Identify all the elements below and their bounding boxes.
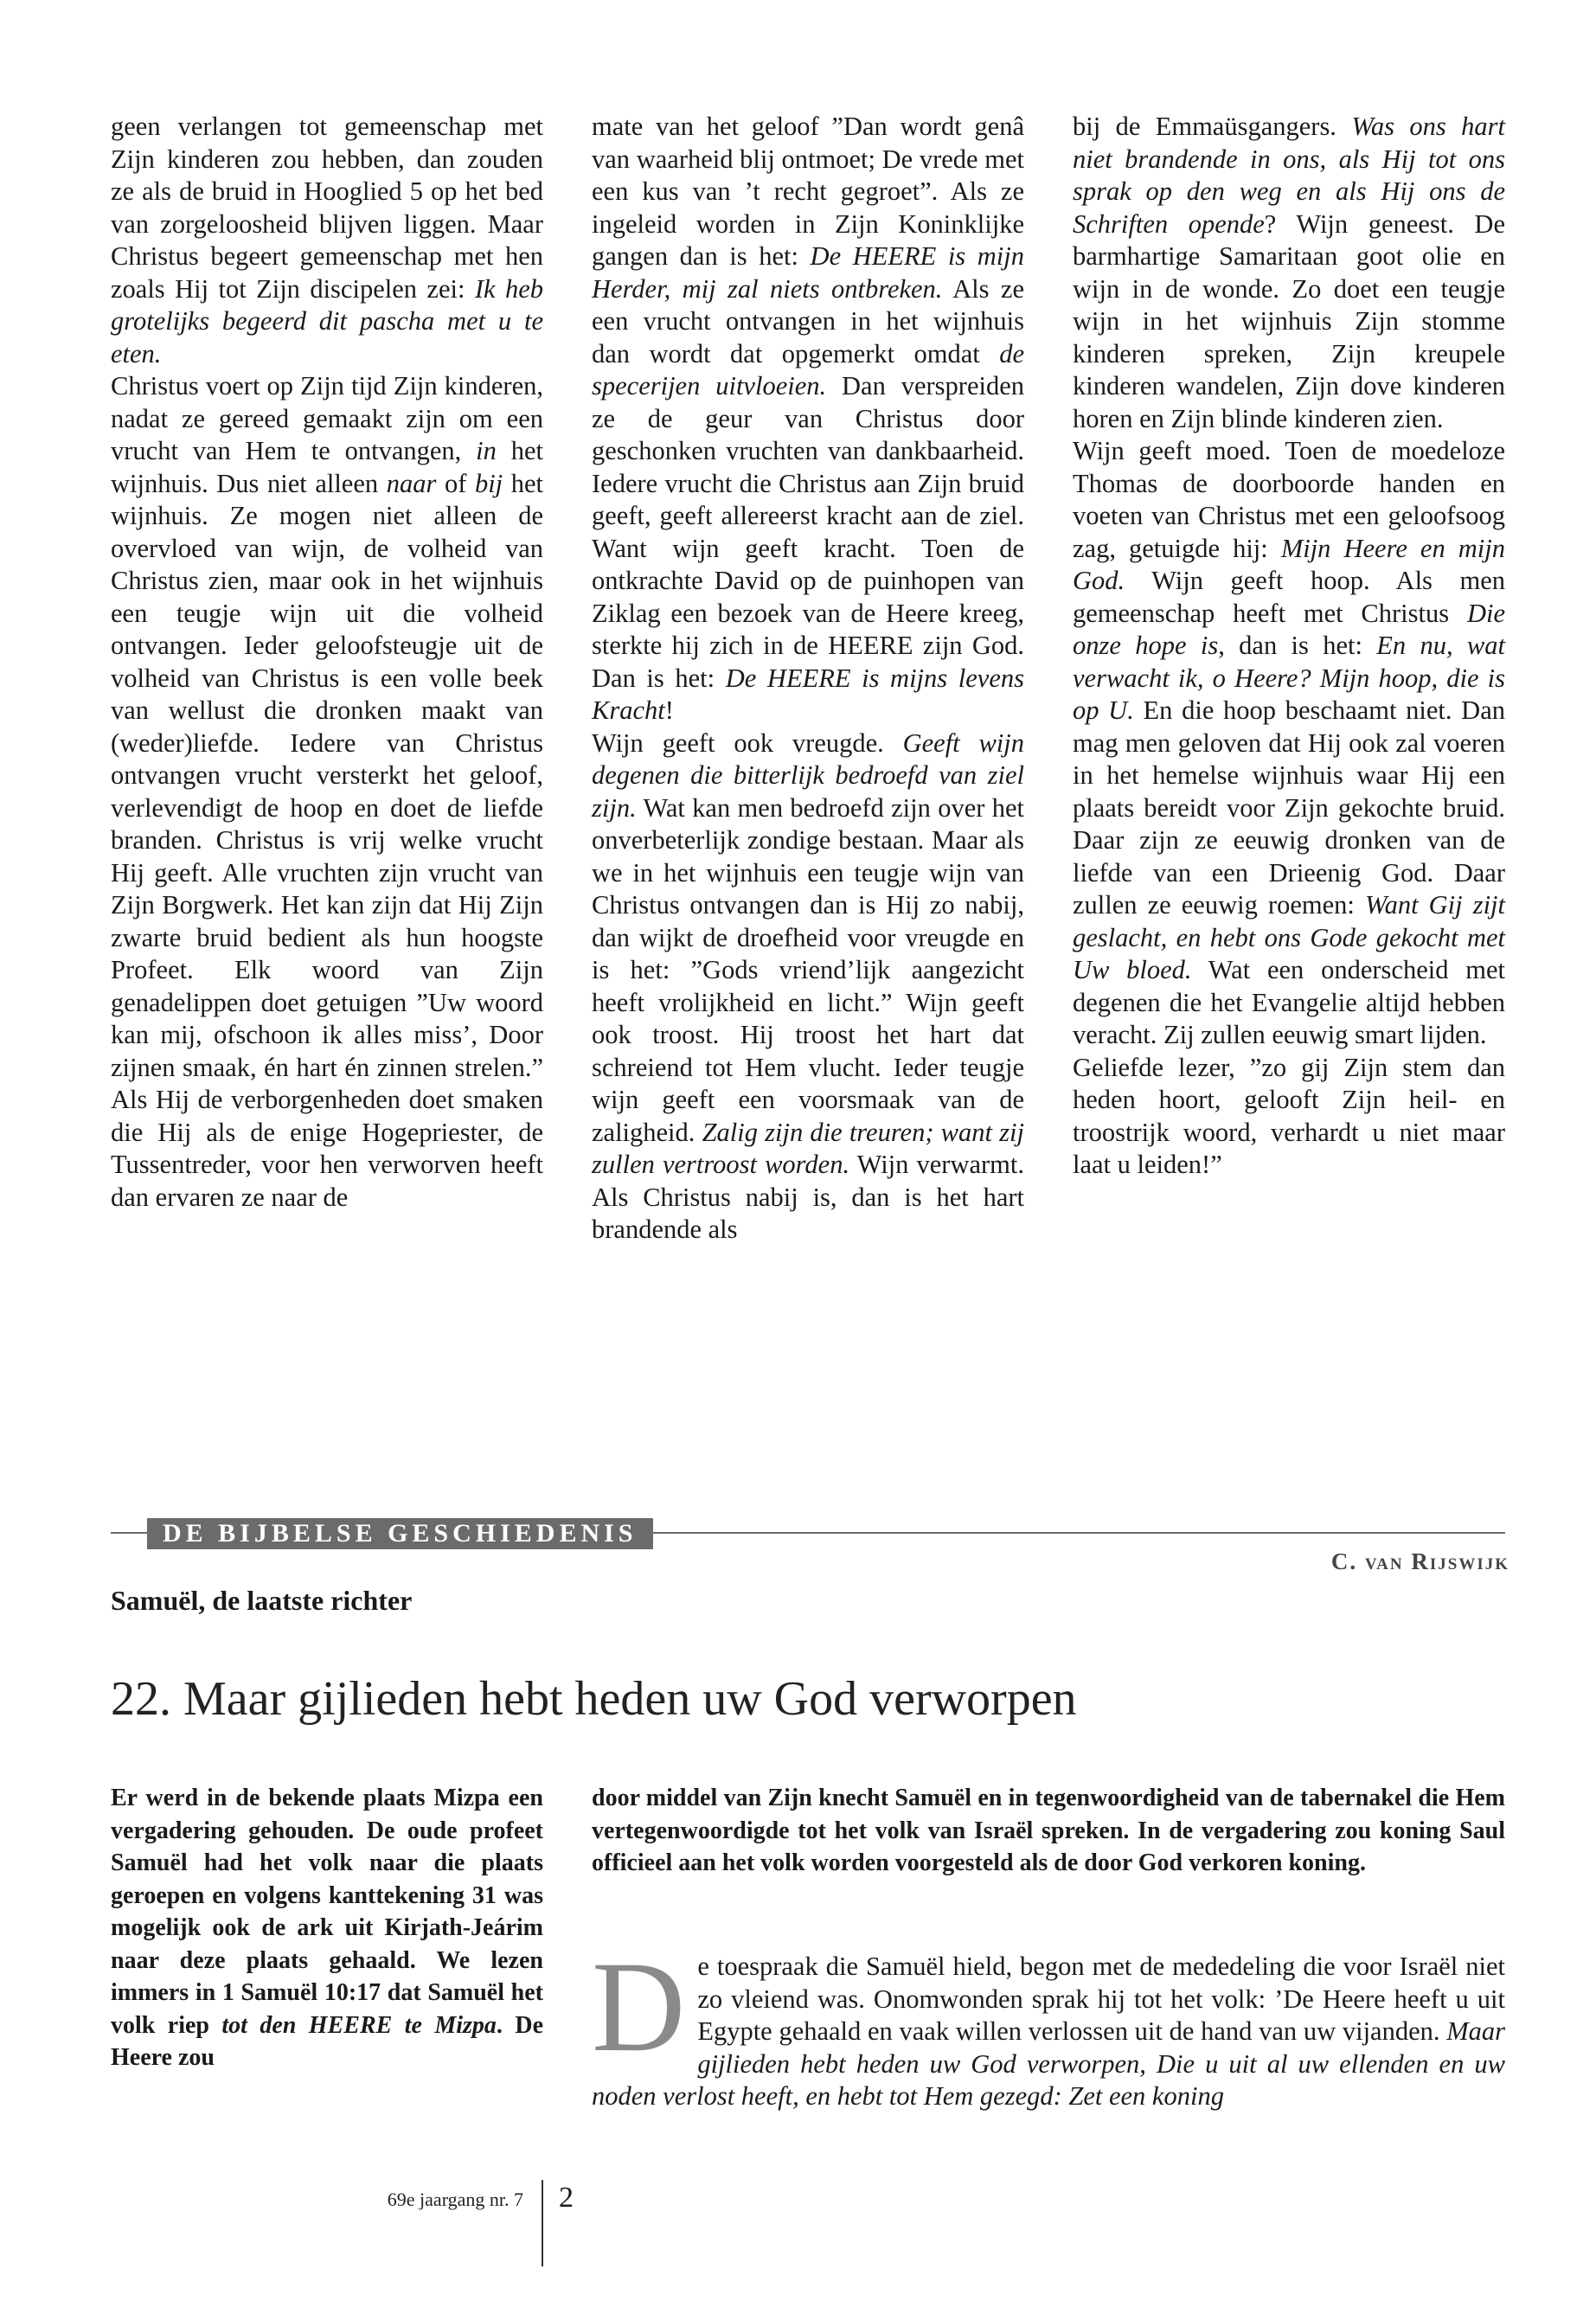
text-run: Geliefde lezer, ”zo gij Zijn stem dan heden hoort, gelooft Zijn heil- en troostrijk woord, verhardt u niet maar laat u leiden!”: [1073, 1052, 1505, 1179]
text-run: En die hoop beschaamt niet. Dan mag men geloven dat Hij ook zal voeren in het hemelse wijnhuis waar Hij een plaats bereidt voor Zijn gekochte bruid. Daar zijn ze eeuwig dronken van de liefde van een Drieenig God. Daar zullen ze eeuwig roemen:: [1073, 695, 1505, 920]
italic-quote: Want Gij zijt geslacht, en hebt ons Gode gekocht met Uw bloed.: [1073, 890, 1505, 984]
text-run: Wijn geeft hoop. Als men gemeenschap heeft met Christus: [1073, 566, 1505, 628]
text-run: het wijnhuis. Dus niet alleen: [111, 436, 543, 498]
italic-quote: En nu, wat verwacht ik, o Heere? Mijn hoop, die is op U.: [1073, 631, 1505, 725]
text-run: bij de Emmaüsgangers.: [1073, 112, 1352, 141]
text-run: Wat een onderscheid met degenen die het Evangelie altijd hebben veracht. Zij zullen eeuwig smart lijden.: [1073, 955, 1505, 1049]
column-paragraph: [111, 111, 543, 370]
column-paragraph: [1073, 111, 1505, 435]
author-name: C. van Rijswijk: [1330, 1548, 1509, 1574]
page-number: 2: [559, 2182, 574, 2214]
text-run: mate van het geloof ”Dan wordt genâ van waarheid blij ontmoet; De vrede met een kus van ’t recht gegroet”. Als ze ingeleid worden in Zijn Koninklijke gangen dan is het:: [592, 112, 1024, 271]
article-title: 22. Maar gijlieden hebt heden uw God verworpen: [111, 1672, 1077, 1726]
body-text: e toespraak die Samuël hield, begon met de mededeling die voor Israël niet zo vleiend was. Onomwonden sprak hij tot het volk: ’De Heere heeft u uit Egypte gehaald en vaak willen verlossen uit de hand van uw vijanden.: [697, 1952, 1505, 2046]
column-paragraph: [111, 370, 543, 1214]
section-header-bar: [111, 1518, 1505, 1548]
text-column-1: [111, 111, 543, 1214]
text-run: ? Wijn geneest. De barmhartige Samaritaan goot olie en wijn in de wonde. Zo doet een teugje wijn in het wijnhuis Zijn stomme kinderen spreken, Zijn kreupele kinderen wandelen, Zijn dove kinderen horen en Zijn blinde kinderen zien.: [1073, 208, 1505, 433]
lead-paragraph-left: [111, 1782, 543, 2074]
text-run: geen verlangen tot gemeenschap met Zijn kinderen zou hebben, dan zouden ze als de bruid in Hooglied 5 op het bed van zorgeloosheid blijven liggen. Maar Christus begeert gemeenschap met hen zoals Hij tot Zijn discipelen zei:: [111, 112, 543, 304]
text-run: , dan is het:: [1218, 631, 1377, 660]
lead-left-italic: tot den HEERE te Mizpa: [221, 2011, 497, 2039]
article-subtitle: Samuël, de laatste richter: [111, 1585, 413, 1616]
issue-label: 69e jaargang nr. 7: [387, 2189, 523, 2210]
italic-quote: De HEERE is mijn Herder, mij zal niets ontbreken.: [592, 241, 1024, 304]
italic-quote: Geeft wijn degenen die bitterlijk bedroefd van ziel zijn.: [592, 727, 1024, 823]
lead-left-text: Er werd in de bekende plaats Mizpa een vergadering gehouden. De oude profeet Samuël had het volk naar die plaats geroepen en volgens kanttekening 31 was mogelijk ook de ark uit Kirjath-Jeárim naar deze plaats gehaald. We lezen immers in 1 Samuël 10:17 dat Samuël het volk riep: [111, 1785, 543, 2039]
text-run: Dan verspreiden ze de geur van Christus door geschonken vruchten van dankbaarheid. Iedere vrucht die Christus aan Zijn bruid geeft, geeft allereerst kracht aan de ziel. Want wijn geeft kracht. Toen de ontkrachte David op de puinhopen van Ziklag een bezoek van de Heere kreeg, sterkte hij zich in de HEERE zijn God. Dan is het:: [592, 371, 1024, 693]
italic-quote: bij: [474, 468, 503, 498]
column-paragraph: [1073, 1052, 1505, 1182]
italic-quote: De HEERE is mijns levens Kracht: [592, 663, 1024, 725]
text-run: Wat kan men bedroefd zijn over het onverbeterlijk zondige bestaan. Maar als we in het wijnhuis een teugje wijn van Christus ontvangen dan is Hij zo nabij, dan wijkt de droefheid voor vreugde en is het: ”Gods vriend’lijk aangezicht heeft vrolijkheid en licht.” Wijn geeft ook troost. Hij troost het hart dat schreiend tot Hem vlucht. Ieder teugje wijn geeft een voorsmaak van de zaligheid.: [592, 792, 1024, 1147]
text-run: !: [664, 695, 674, 725]
italic-quote: Die onze hope is: [1073, 598, 1505, 660]
italic-quote: de specerijen uitvloeien.: [592, 338, 1024, 401]
body-paragraph: [592, 1935, 1505, 2113]
lead-left-end: . De Heere zou: [111, 2011, 543, 2071]
text-column-2: [592, 111, 1024, 1247]
drop-cap: D: [592, 1935, 686, 2079]
lead-paragraph-right: door middel van Zijn knecht Samuël en in tegenwoordigheid van de tabernakel die Hem vertegenwoordigde tot het volk van Israël spreken. In de vergadering zou koning Saul officieel aan het volk worden voorgesteld als de door God verkoren koning.: [592, 1785, 1505, 1876]
text-run: of: [436, 468, 475, 498]
column-paragraph: [592, 727, 1024, 1247]
italic-quote: Mijn Heere en mijn God.: [1073, 533, 1505, 595]
italic-quote: Was ons hart niet brandende in ons, als Hij tot ons sprak op den weg en als Hij ons de Schriften opende: [1073, 112, 1505, 239]
text-run: Christus voert op Zijn tijd Zijn kinderen, nadat ze gereed gemaakt zijn om een vrucht van Hem te ontvangen,: [111, 371, 543, 465]
italic-quote: in: [476, 436, 497, 465]
text-run: Als ze een vrucht ontvangen in het wijnhuis dan wordt dat opgemerkt omdat: [592, 273, 1025, 369]
italic-quote: Zalig zijn die treuren; want zij zullen vertroost worden.: [592, 1117, 1024, 1179]
text-column-3: [1073, 111, 1505, 1182]
page-footer: [0, 2180, 1596, 2266]
column-paragraph: [592, 111, 1024, 727]
text-run: Wijn verwarmt. Als Christus nabij is, dan is het hart brandende als: [592, 1150, 1024, 1244]
text-run: Wijn geeft moed. Toen de moedeloze Thomas de doorboorde handen en voeten van Christus met een geloofsoog zag, getuigde hij:: [1073, 436, 1505, 563]
italic-quote: naar: [386, 468, 437, 498]
text-run: het wijnhuis. Ze mogen niet alleen de overvloed van wijn, de volheid van Christus zien, maar ook in het wijnhuis een teugje wijn uit die volheid ontvangen. Ieder geloofsteugje uit de volheid van Christus is een volle beek van wellust die dronken maakt van (weder)liefde. Iedere van Christus ontvangen vrucht versterkt het geloof, verlevendigt de hoop en doet de liefde branden. Christus is vrij welke vrucht Hij geeft. Alle vruchten zijn vrucht van Zijn Borgwerk. Het kan zijn dat Hij Zijn zwarte bruid bedient als hun hoogste Profeet. Elk woord van Zijn genadelippen doet getuigen ”Uw woord kan mij, ofschoon ik alles miss’, Door zijnen smaak, én hart én zinnen strelen.” Als Hij de verborgenheden doet smaken die Hij als de enige Hogepriester, de Tussentreder, voor hen verworven heeft dan ervaren ze naar de: [111, 468, 543, 1212]
footer-rule: [542, 2180, 543, 2266]
text-run: Wijn geeft ook vreugde.: [592, 727, 903, 758]
italic-quote: Ik heb grotelijks begeerd dit pascha met u te eten.: [111, 273, 544, 369]
body-italic: Maar gijlieden hebt heden uw God verworpen, Die u uit al uw ellenden en uw noden verlost heeft, en hebt tot Hem gezegd: Zet een koning: [592, 2016, 1505, 2111]
column-paragraph: [1073, 435, 1505, 1052]
section-label: DE BIJBELSE GESCHIEDENIS: [147, 1518, 653, 1549]
